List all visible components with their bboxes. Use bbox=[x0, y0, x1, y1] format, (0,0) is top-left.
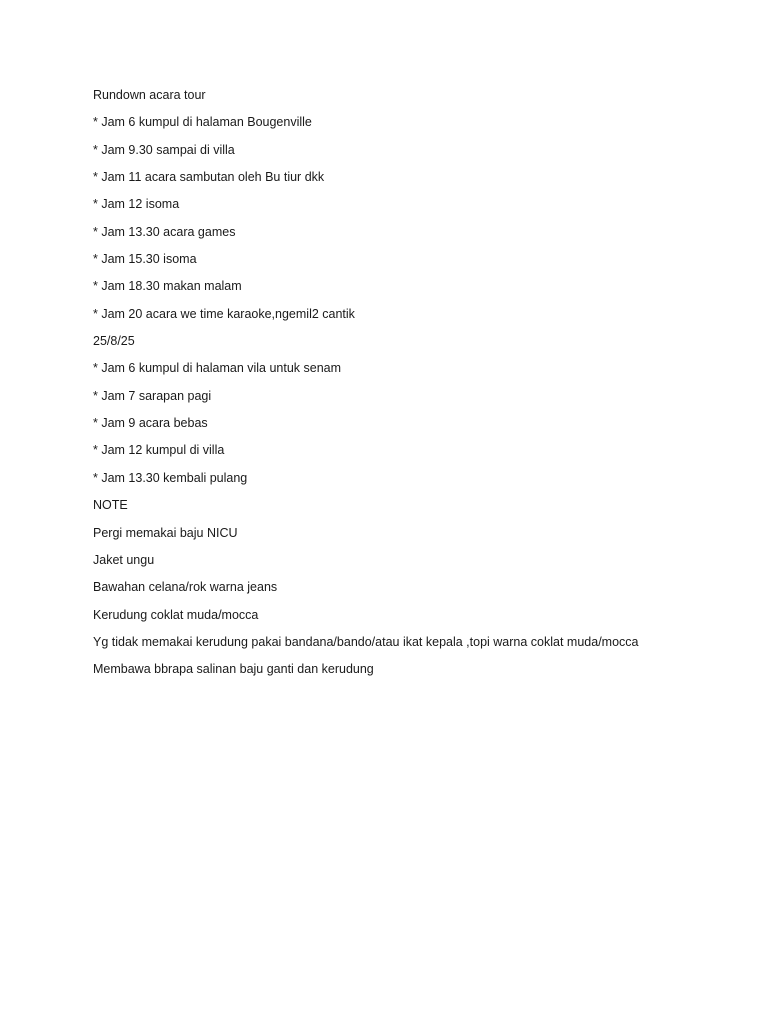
document-title: Rundown acara tour bbox=[93, 88, 206, 102]
document-body bbox=[93, 86, 733, 688]
note-heading: NOTE bbox=[93, 498, 128, 513]
note-item: Yg tidak memakai kerudung pakai bandana/bando/atau ikat kepala ,topi warna coklat muda/mocca bbox=[93, 634, 639, 649]
schedule-item: * Jam 9.30 sampai di villa bbox=[93, 142, 235, 157]
schedule-item: * Jam 6 kumpul di halaman Bougenville bbox=[93, 115, 312, 130]
note-item: Kerudung coklat muda/mocca bbox=[93, 607, 259, 622]
schedule-item: * Jam 18.30 makan malam bbox=[93, 279, 242, 294]
schedule-item: * Jam 12 kumpul di villa bbox=[93, 443, 225, 458]
date-heading: 25/8/25 bbox=[93, 334, 135, 349]
schedule-item: * Jam 9 acara bebas bbox=[93, 416, 208, 431]
schedule-item: * Jam 13.30 acara games bbox=[93, 224, 236, 239]
schedule-item: * Jam 20 acara we time karaoke,ngemil2 cantik bbox=[93, 306, 355, 321]
note-item: Membawa bbrapa salinan baju ganti dan kerudung bbox=[93, 662, 374, 677]
schedule-item: * Jam 6 kumpul di halaman vila untuk senam bbox=[93, 361, 342, 376]
schedule-item: * Jam 12 isoma bbox=[93, 197, 180, 212]
schedule-item: * Jam 7 sarapan pagi bbox=[93, 388, 212, 403]
schedule-item: * Jam 15.30 isoma bbox=[93, 252, 197, 267]
schedule-item: * Jam 13.30 kembali pulang bbox=[93, 470, 248, 485]
schedule-item: * Jam 11 acara sambutan oleh Bu tiur dkk bbox=[93, 170, 325, 185]
note-item: Jaket ungu bbox=[93, 552, 155, 567]
note-item: Pergi memakai baju NICU bbox=[93, 525, 238, 540]
note-item: Bawahan celana/rok warna jeans bbox=[93, 580, 278, 595]
